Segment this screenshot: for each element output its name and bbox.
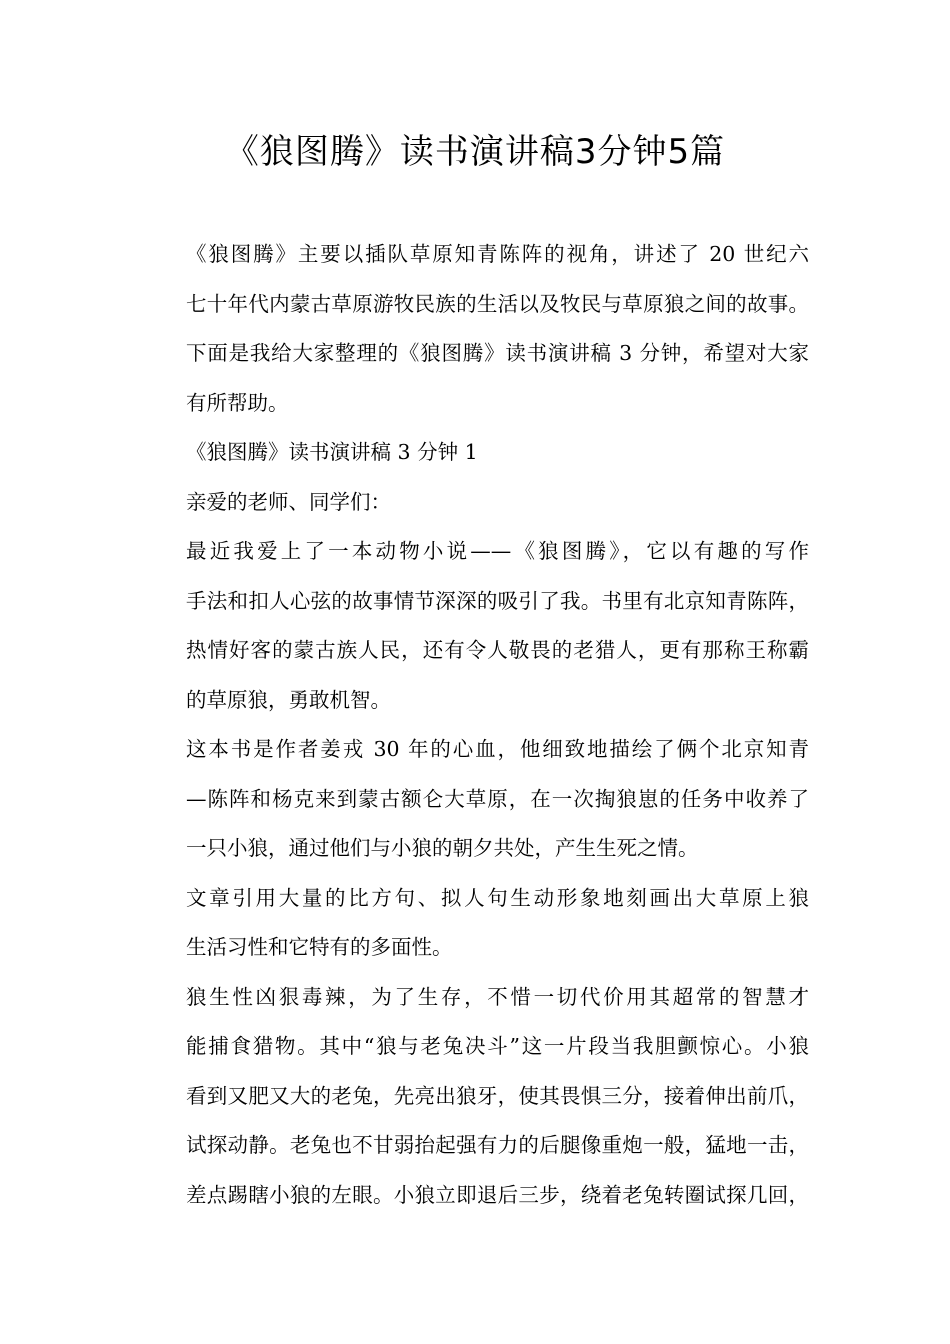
document-title: 《狼图腾》读书演讲稿3分钟5篇 (224, 132, 726, 172)
text-line: 能捕食猎物。其中“狼与老兔决斗”这一片段当我胆颤惊心。小狼 (186, 1034, 809, 1058)
text-line: 狼生性凶狠毒辣，为了生存，不惜一切代价用其超常的智慧才 (186, 984, 809, 1009)
text-line: 《狼图腾》主要以插队草原知青陈阵的视角，讲述了 20 世纪六 (186, 242, 809, 266)
text-line: 最近我爱上了一本动物小说——《狼图腾》，它以有趣的写作 (186, 539, 809, 563)
text-line: 这本书是作者姜戎 30 年的心血，他细致地描绘了俩个北京知青 (186, 737, 809, 761)
text-line: 生活习性和它特有的多面性。 (186, 935, 453, 959)
text-line: 有所帮助。 (186, 390, 289, 415)
text-line: 热情好客的蒙古族人民，还有令人敬畏的老猎人，更有那称王称霸 (186, 638, 809, 662)
text-line: 《狼图腾》读书演讲稿 3 分钟 1 (186, 440, 478, 464)
text-line: 七十年代内蒙古草原游牧民族的生活以及牧民与草原狼之间的故事。 (186, 291, 809, 316)
text-line: 手法和扣人心弦的故事情节深深的吸引了我。书里有北京知青陈阵， (186, 588, 809, 613)
section-heading (145, 428, 809, 478)
text-line: —陈阵和杨克来到蒙古额仑大草原，在一次掏狼崽的任务中收养了 (186, 786, 809, 811)
paragraph-1 (145, 527, 809, 725)
text-line: 差点踢瞎小狼的左眼。小狼立即退后三步，绕着老兔转圈试探几回， (186, 1182, 809, 1207)
document-body (145, 230, 809, 1220)
text-line: 看到又肥又大的老兔，先亮出狼牙，使其畏惧三分，接着伸出前爪， (186, 1083, 809, 1108)
greeting (145, 478, 809, 528)
text-line: 一只小狼，通过他们与小狼的朝夕共处，产生生死之情。 (186, 836, 699, 860)
paragraph-4 (145, 973, 809, 1221)
paragraph-3 (145, 874, 809, 973)
text-line: 的草原狼，勇敢机智。 (186, 687, 391, 712)
text-line: 下面是我给大家整理的《狼图腾》读书演讲稿 3 分钟，希望对大家 (186, 341, 809, 365)
text-line: 亲爱的老师、同学们： (186, 489, 391, 514)
text-line: 文章引用大量的比方句、拟人句生动形象地刻画出大草原上狼 (186, 885, 809, 910)
intro-paragraph (145, 230, 809, 428)
text-line: 试探动静。老兔也不甘弱抬起强有力的后腿像重炮一般，猛地一击， (186, 1133, 809, 1157)
paragraph-2 (145, 725, 809, 874)
